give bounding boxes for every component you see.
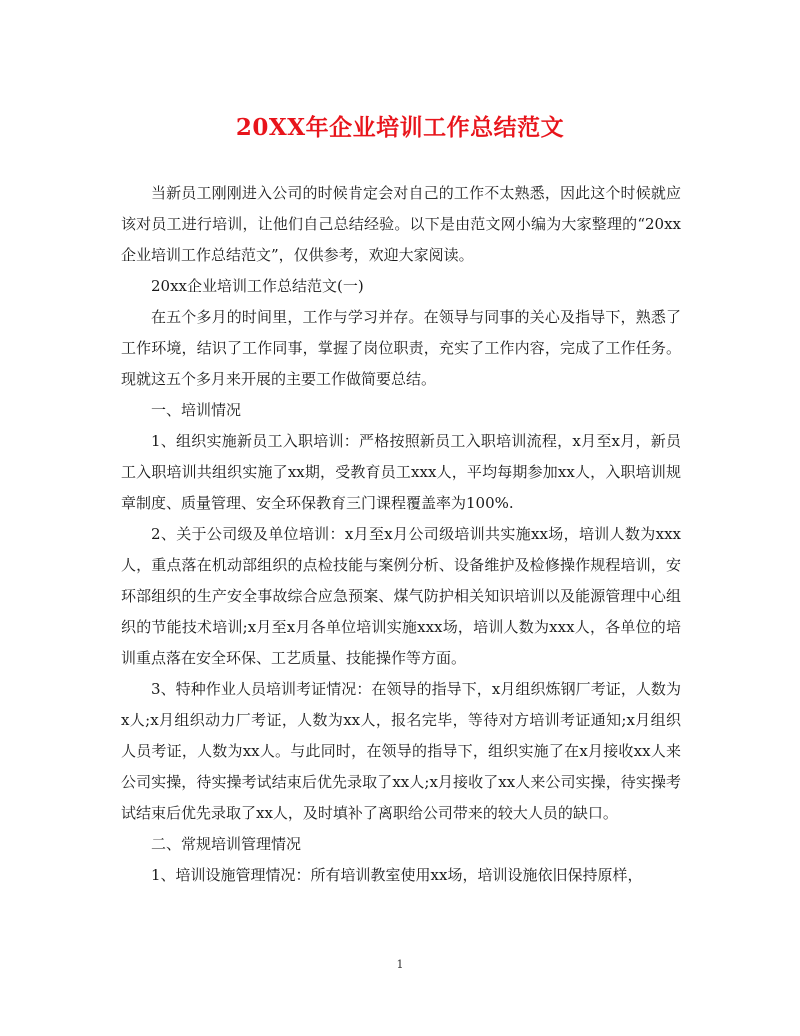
- document-body: [121, 178, 681, 891]
- intro-paragraph: 当新员工刚刚进入公司的时候肯定会对自己的工作不太熟悉，因此这个时候就应该对员工进行培训，让他们自己总结经验。以下是由范文网小编为大家整理的“20xx企业培训工作总结范文”，仅供参考，欢迎大家阅读。: [121, 184, 681, 264]
- management-item-1: 1、培训设施管理情况：所有培训教室使用xx场，培训设施依旧保持原样，: [151, 866, 643, 884]
- subheading-paragraph: 20xx企业培训工作总结范文(一): [151, 277, 364, 295]
- summary-paragraph: 在五个多月的时间里，工作与学习并存。在领导与同事的关心及指导下，熟悉了工作环境，结识了工作同事，掌握了岗位职责，充实了工作内容，完成了工作任务。现就这五个多月来开展的主要工作做简要总结。: [121, 308, 681, 388]
- document-title: 20XX年企业培训工作总结范文: [235, 114, 565, 141]
- section-heading-management: 二、常规培训管理情况: [151, 835, 302, 853]
- training-item-3: 3、特种作业人员培训考证情况：在领导的指导下，x月组织炼钢厂考证，人数为x人;x月组织动力厂考证，人数为xx人，报名完毕，等待对方培训考证通知;x月组织人员考证，人数为xx人。与此同时，在领导的指导下，组织实施了在x月接收xx人来公司实操，待实操考试结束后优先录取了xx人;x月接收了xx人来公司实操，待实操考试结束后优先录取了xx人，及时填补了离职给公司带来的较大人员的缺口。: [121, 680, 681, 822]
- page-number: 1: [396, 958, 404, 971]
- training-item-1: 1、组织实施新员工入职培训：严格按照新员工入职培训流程，x月至x月，新员工入职培训共组织实施了xx期，受教育员工xxx人，平均每期参加xx人，入职培训规章制度、质量管理、安全环保教育三门课程覆盖率为100%.: [121, 432, 681, 512]
- section-heading-training: 一、培训情况: [151, 401, 242, 419]
- training-item-2: 2、关于公司级及单位培训：x月至x月公司级培训共实施xx场，培训人数为xxx人，重点落在机动部组织的点检技能与案例分析、设备维护及检修操作规程培训，安环部组织的生产安全事故综合应急预案、煤气防护相关知识培训以及能源管理中心组织的节能技术培训;x月至x月各单位培训实施xxx场，培训人数为xxx人，各单位的培训重点落在安全环保、工艺质量、技能操作等方面。: [121, 525, 681, 667]
